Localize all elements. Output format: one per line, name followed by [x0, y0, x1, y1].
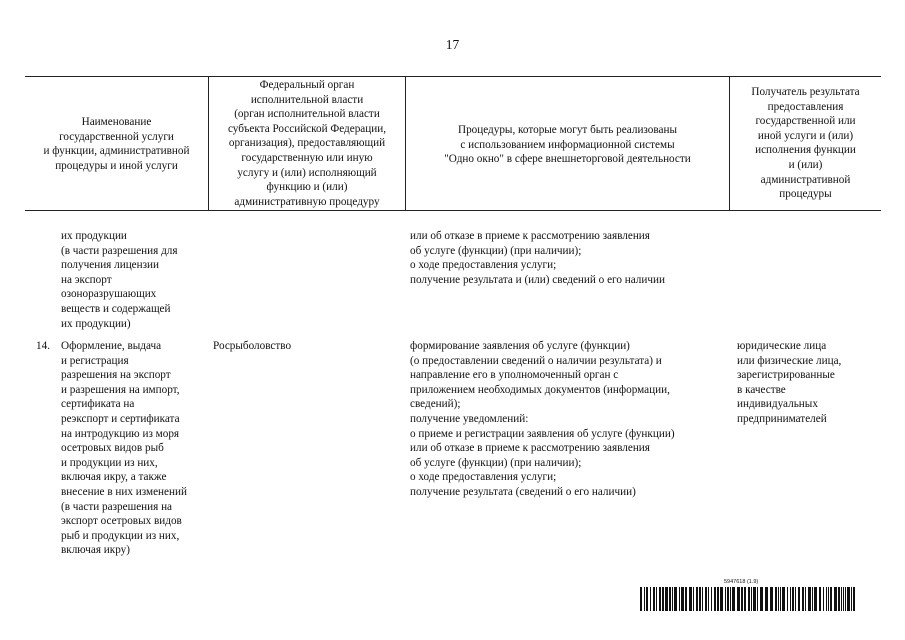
barcode-bar	[819, 587, 821, 611]
row-14-authority: Росрыболовство	[213, 340, 292, 352]
barcode-bar	[711, 587, 712, 611]
barcode-bar	[672, 587, 673, 611]
row-14-recipient: юридические лица или физические лица, зарегистрированные в качестве индивидуальных предпринимателей	[737, 340, 842, 425]
barcode-bar	[834, 587, 837, 611]
barcode-bar	[705, 587, 707, 611]
barcode-bar	[748, 587, 750, 611]
page-number: 17	[445, 37, 460, 52]
barcode-bar	[845, 587, 846, 611]
barcode-bar	[823, 587, 824, 611]
barcode-bar	[778, 587, 779, 611]
row-14-number: 14.	[36, 340, 50, 352]
barcode-bar	[674, 587, 677, 611]
barcode-bar	[787, 587, 788, 611]
barcode-bar	[812, 587, 813, 611]
barcode-bar	[765, 587, 768, 611]
continuation-procedures: или об отказе в приеме к рассмотрению заявления об услуге (функции) (при наличии); о ходе предоставления услуги; получение результата и (или) сведений о его наличии	[410, 230, 665, 286]
header-authority: Федеральный орган исполнительной власти (орган исполнительной власти субъекта Российской Федерации, организация), предоставляющий государственную или иную услугу и (или) исполняющий функцию и (или) административную процедуру	[227, 79, 387, 208]
barcode-bar	[757, 587, 758, 611]
barcode-bar	[826, 587, 827, 611]
barcode-caption: 5947618 (1.9)	[724, 579, 759, 585]
barcode-bar	[780, 587, 781, 611]
barcode-bar	[644, 587, 645, 611]
barcode-bar	[805, 587, 806, 611]
barcode-bar	[725, 587, 726, 611]
barcode-bar	[720, 587, 723, 611]
barcode-bar	[646, 587, 648, 611]
barcode-bar	[669, 587, 671, 611]
barcode-bar	[650, 587, 651, 611]
barcode-bar	[853, 587, 855, 611]
barcode-bar	[798, 587, 800, 611]
barcode-bar	[782, 587, 785, 611]
continuation-service-name: их продукции (в части разрешения для получения лицензии на экспорт озоноразрушающих веществ и содержащей их продукции)	[61, 230, 178, 330]
header-recipient: Получатель результата предоставления государственной или иной услуги и (или) исполнения функции и (или) административной процедуры	[751, 86, 860, 201]
barcode-bar	[659, 587, 661, 611]
barcode-bar	[753, 587, 756, 611]
barcode-bar	[730, 587, 731, 611]
table-top-rule	[25, 76, 881, 77]
barcode-bar	[838, 587, 840, 611]
barcode-bar	[795, 587, 796, 611]
barcode-bar	[693, 587, 694, 611]
barcode-bar	[814, 587, 817, 611]
barcode-bar	[656, 587, 657, 611]
barcode-bar	[714, 587, 716, 611]
barcode-bar	[792, 587, 794, 611]
barcode-bar	[841, 587, 842, 611]
barcode-bar	[751, 587, 752, 611]
barcode-bar	[653, 587, 655, 611]
barcode-bar	[689, 587, 692, 611]
barcode-bar	[737, 587, 740, 611]
barcode-bar	[708, 587, 709, 611]
barcode-bar	[702, 587, 703, 611]
barcode-bar	[679, 587, 680, 611]
table-header-bottom-rule	[25, 210, 881, 211]
barcode-bar	[847, 587, 850, 611]
barcode-bar	[640, 587, 642, 611]
header-service-name: Наименование государственной услуги и функции, административной процедуры и иной услуги	[43, 116, 190, 172]
barcode-bar	[770, 587, 773, 611]
barcode-bar	[741, 587, 743, 611]
header-procedures: Процедуры, которые могут быть реализованы с использованием информационной системы "Одно окно" в сфере внешнеторговой деятельности	[444, 124, 691, 166]
barcode-bar	[744, 587, 746, 611]
barcode-bar	[732, 587, 735, 611]
barcode-bar	[662, 587, 664, 611]
barcode-bar	[828, 587, 829, 611]
barcode-bar	[790, 587, 791, 611]
barcode-bar	[851, 587, 852, 611]
barcode-bar	[802, 587, 804, 611]
barcode-bar	[665, 587, 668, 611]
barcode-bar	[696, 587, 698, 611]
barcode-bar	[775, 587, 777, 611]
barcode-bar	[685, 587, 687, 611]
barcode-bar	[830, 587, 832, 611]
barcode-bar	[843, 587, 844, 611]
row-14-procedures: формирование заявления об услуге (функции) (о предоставлении сведений о наличии результата) и направление его в уполномоченный орган с приложением необходимых документов (информации, сведений); получение уведомлений: о приеме и регистрации заявления об услуге (функции) или об отказе в приеме к рассмотрению заявления об услуге (функции) (при наличии); о ходе предоставления услуги; получение результата (сведений о его наличии)	[410, 340, 675, 498]
barcode-bar	[727, 587, 729, 611]
barcode-bar	[717, 587, 719, 611]
barcode-icon	[640, 587, 856, 611]
barcode-bar	[808, 587, 811, 611]
row-14-service-name: Оформление, выдача и регистрация разрешения на экспорт и разрешения на импорт, сертификата на реэкспорт и сертификата на интродукцию из моря осетровых видов рыб и продукции из них, включая икру, а также внесение в них изменений (в части разрешения на экспорт осетровых видов рыб и продукции из них, включая икру)	[61, 340, 187, 557]
barcode-bar	[699, 587, 701, 611]
barcode-bar	[760, 587, 763, 611]
barcode-bar	[681, 587, 684, 611]
